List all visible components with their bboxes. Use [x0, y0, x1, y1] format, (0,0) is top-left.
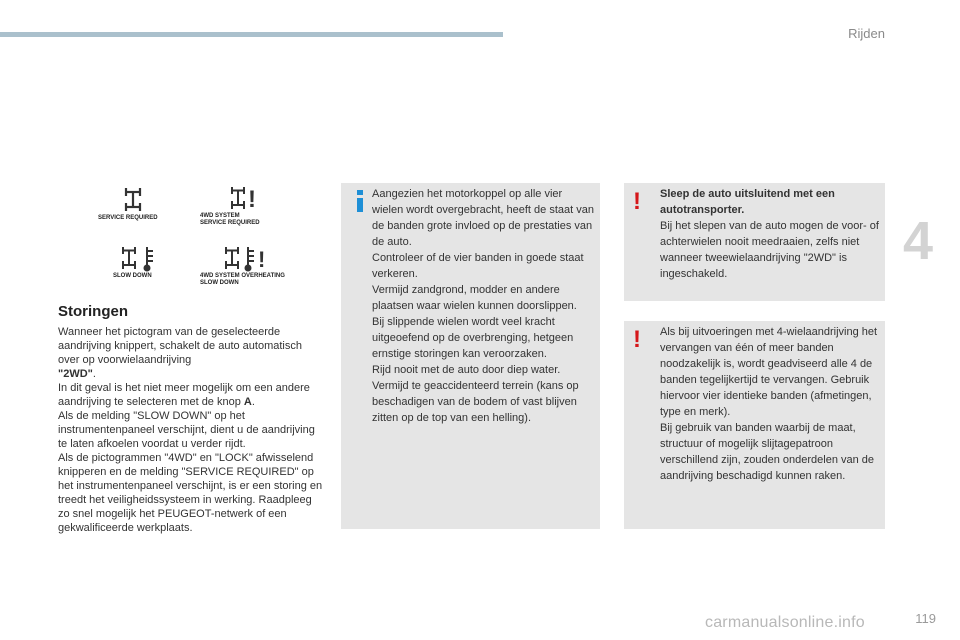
icon-caption: SERVICE REQUIRED [200, 220, 260, 226]
info-line: Vermijd zandgrond, modder en andere plaatsen waar wielen kunnen doorslippen. [372, 284, 577, 312]
warning-line: Als bij uitvoeringen met 4-wielaandrijving het vervangen van één of meer banden noodzakelijk is, wordt geadviseerd alle 4 de banden tegelijkertijd te vervangen. Gebruik hiervoor vier identieke banden (afmetingen, type en merk). [660, 326, 878, 418]
faults-body [58, 325, 326, 535]
text: . [92, 368, 96, 380]
warning-light-4wd-overheating [200, 243, 300, 287]
watermark: carmanualsonline.info [705, 614, 865, 631]
text: . [251, 396, 255, 408]
icon-caption: 4WD SYSTEM OVERHEATING [200, 273, 285, 279]
info-line: Rijd nooit met de auto door diep water. Vermijd te geaccidenteerd terrein (kans op beschadigen van de bodem of vast blijven zitten op de top van een helling). [372, 364, 579, 424]
paragraph: Als de melding "SLOW DOWN" op het instrumentenpaneel verschijnt, dient u de aandrijving te laten afkoelen voordat u verder rijdt. [58, 410, 315, 450]
paragraph: Als de pictogrammen "4WD" en "LOCK" afwisselend knipperen en de melding "SERVICE REQUIRED" op het instrumentenpaneel verschijnt, is er een storing en treedt het veiligheidssysteem in werking. Raadpleeg zo snel mogelijk het PEUGEOT-netwerk of een gekwalificeerde werkplaats. [58, 452, 323, 534]
info-line: Bij slippende wielen wordt veel kracht uitgeoefend op de overbrenging, hetgeen ernstige storingen kan veroorzaken. [372, 316, 574, 360]
info-icon [352, 190, 368, 212]
warning-title [660, 186, 882, 218]
page-number: 119 [915, 611, 936, 626]
icon-caption: SLOW DOWN [113, 273, 152, 279]
top-accent-bar [0, 32, 503, 37]
warning-light-slow-down [113, 243, 213, 280]
warning-title-text: Sleep de auto uitsluitend met een autotransporter. [660, 188, 835, 216]
warning-box-towing-text [660, 186, 882, 282]
exclamation-icon: ! [633, 326, 641, 353]
paragraph [58, 325, 326, 381]
4x4-temperature-icon [119, 243, 165, 273]
warning-light-service-required [98, 183, 198, 222]
4x4-drivetrain-icon [120, 183, 160, 215]
4x4-drivetrain-warning-icon [228, 183, 288, 213]
info-box-text [372, 186, 596, 426]
info-line: Controleer of de vier banden in goede staat verkeren. [372, 252, 584, 280]
icon-caption: SLOW DOWN [200, 280, 239, 286]
icon-caption: SERVICE REQUIRED [98, 215, 158, 221]
warning-text: Bij het slepen van de auto mogen de voor- of achterwielen nooit meedraaien, zelfs niet wanneer tweewielaandrijving "2WD" is ingeschakeld. [660, 220, 879, 280]
svg-text:!: ! [258, 247, 266, 272]
icon-caption: 4WD SYSTEM [200, 213, 240, 219]
4x4-temperature-warning-icon [222, 243, 282, 273]
warning-light-4wd-service-required [200, 183, 300, 227]
warning-line: Bij gebruik van banden waarbij de maat, structuur of mogelijk slijtagepatroon verschillend zijn, zouden onderdelen van de aandrijving beschadigd kunnen raken. [660, 422, 875, 482]
svg-text:!: ! [248, 186, 256, 213]
text: Wanneer het pictogram van de geselecteerde aandrijving knippert, schakelt de auto automatisch over op voorwielaandrijving [58, 326, 302, 366]
text-2wd: "2WD" [58, 368, 93, 380]
text: In dit geval is het niet meer mogelijk om een andere aandrijving te selecteren met de knop [58, 382, 310, 408]
exclamation-icon: ! [633, 188, 641, 215]
paragraph [58, 381, 326, 409]
chapter-number: 4 [903, 211, 934, 271]
section-title: Rijden [848, 26, 885, 41]
faults-heading: Storingen [58, 303, 128, 320]
warning-box-tyres-text [660, 324, 882, 484]
button-a-label: A [243, 396, 252, 408]
info-line: Aangezien het motorkoppel op alle vier wielen wordt overgebracht, heeft de staat van de banden grote invloed op de prestaties van de auto. [372, 188, 594, 248]
